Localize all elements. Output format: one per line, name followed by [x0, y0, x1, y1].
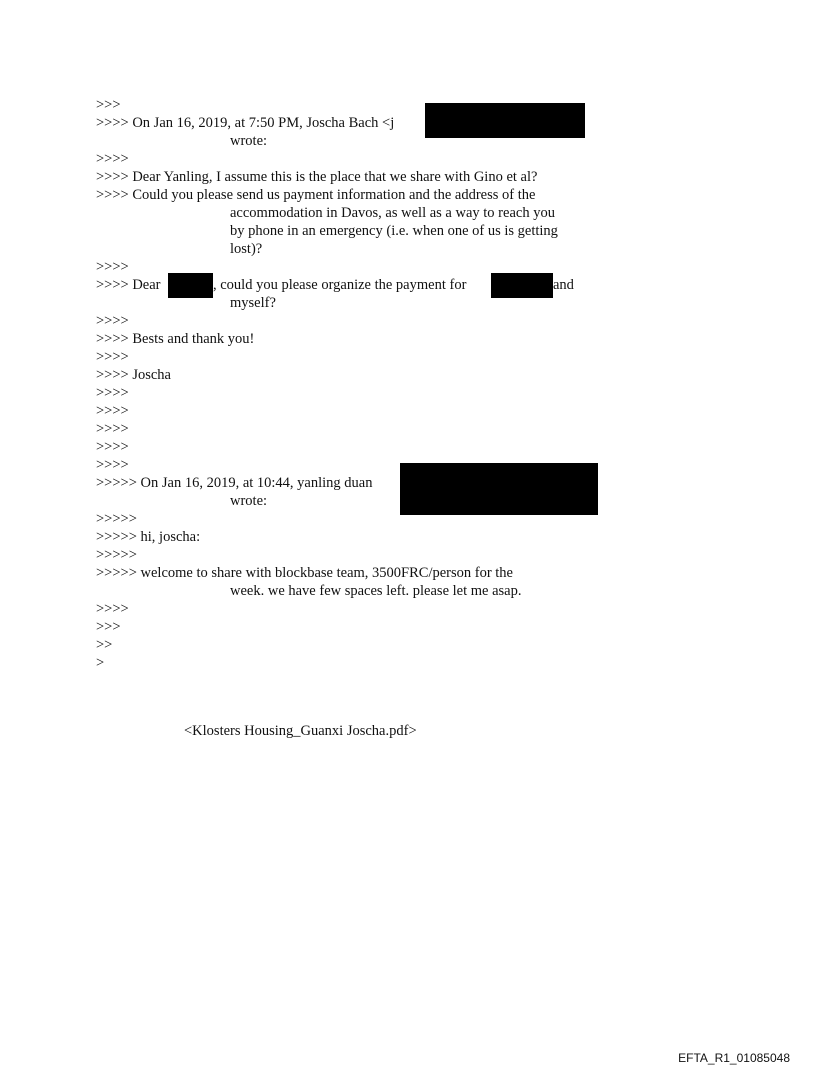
- quote-line: >>>: [96, 97, 121, 113]
- header-text: >>>> On Jan 16, 2019, at 7:50 PM, Joscha Bach <j: [96, 115, 395, 131]
- quote-line: >>>>: [96, 439, 129, 455]
- quote-line: myself?: [230, 295, 276, 311]
- line-text-part: and: [553, 277, 574, 293]
- quote-line: >>>> Could you please send us payment information and the address of the: [96, 187, 536, 203]
- quote-line: week. we have few spaces left. please let me asap.: [230, 583, 522, 599]
- quote-line: >>>>>: [96, 511, 137, 527]
- quote-line: >>>>: [96, 313, 129, 329]
- quote-line: >>: [96, 637, 113, 653]
- quote-line: >>>>: [96, 601, 129, 617]
- line-text-part: , could you please organize the payment for: [213, 277, 467, 293]
- quote-header-line: [96, 474, 616, 492]
- quote-line: wrote:: [230, 493, 268, 509]
- quote-line: >>>>: [96, 259, 129, 275]
- quote-line: by phone in an emergency (i.e. when one of us is getting: [230, 223, 558, 239]
- quote-line: >>>> Joscha: [96, 367, 171, 383]
- email-body: [96, 96, 616, 672]
- quote-line: >>>> Bests and thank you!: [96, 331, 255, 347]
- line-text-part: >>>> Dear: [96, 277, 161, 293]
- quote-line: >: [96, 655, 105, 671]
- quote-line: >>>>: [96, 385, 129, 401]
- quote-line: >>>>> welcome to share with blockbase team, 3500FRC/person for the: [96, 565, 513, 581]
- quote-line: >>>>> hi, joscha:: [96, 529, 201, 545]
- document-id: EFTA_R1_01085048: [678, 1051, 790, 1065]
- quote-line-with-redactions: [96, 276, 616, 294]
- quote-line: >>>>>: [96, 547, 137, 563]
- quote-line: >>>>: [96, 151, 129, 167]
- header-text: >>>>> On Jan 16, 2019, at 10:44, yanling duan: [96, 475, 373, 491]
- quote-line: >>>>: [96, 457, 129, 473]
- quote-line: lost)?: [230, 241, 263, 257]
- quote-line: >>>> Dear Yanling, I assume this is the place that we share with Gino et al?: [96, 169, 538, 185]
- quote-line: >>>>: [96, 403, 129, 419]
- quote-line: >>>>: [96, 421, 129, 437]
- quote-line: accommodation in Davos, as well as a way to reach you: [230, 205, 555, 221]
- quote-line: >>>>: [96, 349, 129, 365]
- quote-line: >>>: [96, 619, 121, 635]
- attachment-name: <Klosters Housing_Guanxi Joscha.pdf>: [184, 723, 417, 739]
- quote-line: wrote:: [230, 133, 268, 149]
- quote-header-line: [96, 114, 616, 132]
